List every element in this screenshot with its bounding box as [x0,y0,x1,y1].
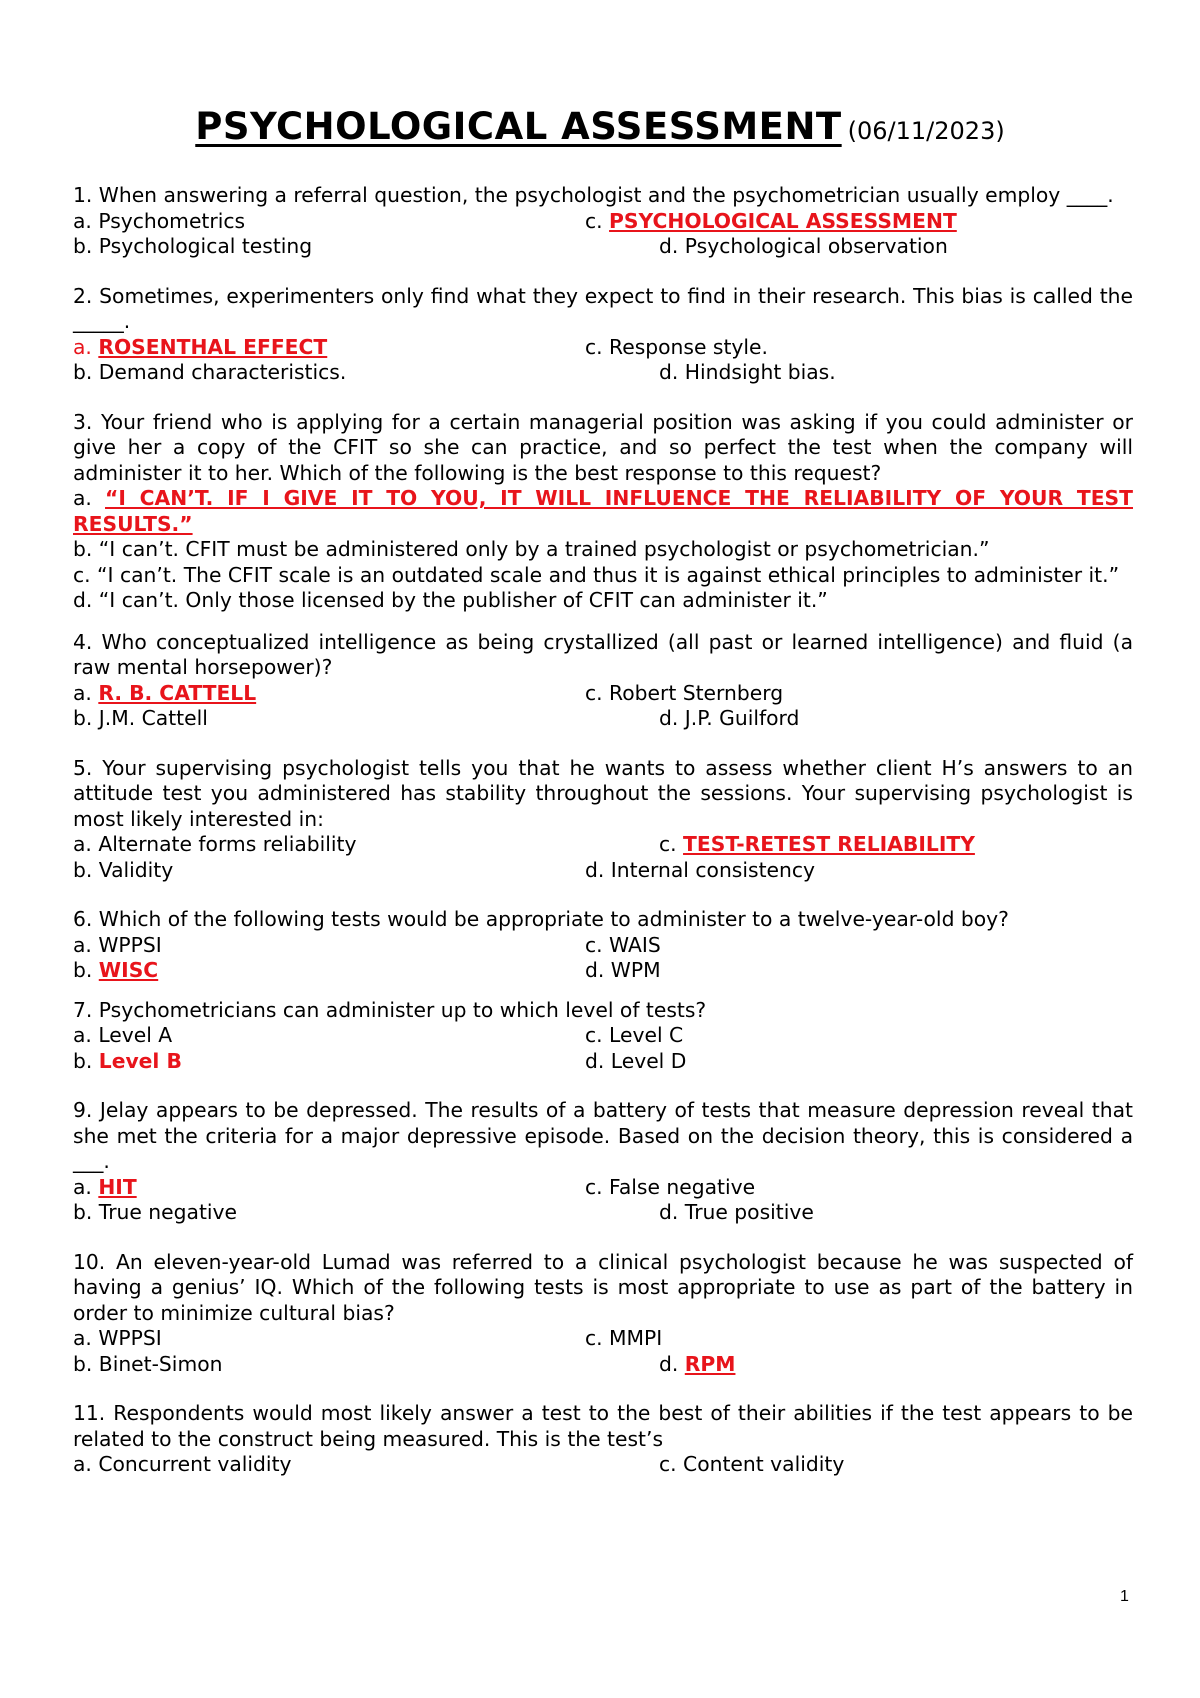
option-b: b. True negative [73,1200,238,1224]
question-text: 3. Your friend who is applying for a certain managerial position was asking if you could administer or give her a copy of the CFIT so she can practice, and so perfect the test when the company will administer it to her. Which of the following is the best response to this request? [73,409,1133,485]
options [73,1023,1133,1074]
options [73,1175,1133,1226]
option-c: c. PSYCHOLOGICAL ASSESSMENT [585,208,957,233]
option-a: a. R. B. CATTELL [73,680,257,705]
question-10 [73,1250,1133,1378]
option-a: a. Alternate forms reliability [73,832,357,856]
option-d: d. True positive [659,1200,814,1224]
option-d: d. Level D [585,1048,687,1073]
question-text: 4. Who conceptualized intelligence as being crystallized (all past or learned intelligence) and fluid (a raw mental horsepower)? [73,629,1133,679]
options [73,1452,1133,1478]
option-d: d. WPM [585,958,661,982]
option-b: b. “I can’t. CFIT must be administered only by a trained psychologist or psychometrician.” [73,537,990,561]
title-line [0,105,1200,148]
question-1 [73,183,1133,260]
option-b: b. Validity [73,857,174,882]
option-c: c. TEST-RETEST RELIABILITY [659,832,975,856]
option-c: c. Response style. [585,334,768,359]
option-d: d. Hindsight bias. [659,360,836,384]
option-d: d. Psychological observation [659,234,948,258]
question-5 [73,756,1133,884]
option-c: c. WAIS [585,932,661,957]
option-a: a. Psychometrics [73,208,246,233]
option-b: b. Binet-Simon [73,1351,223,1376]
options [73,335,1133,386]
question-list [73,183,1133,1502]
correct-answer: ROSENTHAL EFFECT [98,334,328,359]
question-text: 9. Jelay appears to be depressed. The results of a battery of tests that measure depression reveal that she met the criteria for a major depressive episode. Based on the decision theory, this is considered a ___. [73,1098,1133,1173]
option-d: d. “I can’t. Only those licensed by the publisher of CFIT can administer it.” [73,588,828,612]
options [73,1326,1133,1377]
options [73,681,1133,732]
question-text: 11. Respondents would most likely answer a test to the best of their abilities if the test appears to be related to the construct being measured. This is the test’s [73,1401,1133,1451]
correct-answer: HIT [98,1174,137,1199]
option-c: c. MMPI [585,1326,663,1350]
question-6 [73,907,1133,984]
options [73,832,1133,883]
option-c: c. Level C [585,1023,684,1047]
option-d: d. J.P. Guilford [659,706,800,730]
page-title: PSYCHOLOGICAL ASSESSMENT [195,105,842,148]
question-text: 5. Your supervising psychologist tells you that he wants to assess whether client H’s answers to an attitude test you administered has stability throughout the sessions. Your supervising psychologist is most likely interested in: [73,755,1133,831]
option-b: b. J.M. Cattell [73,706,208,730]
option-d: d. Internal consistency [585,857,816,882]
option-a: a. Concurrent validity [73,1452,292,1476]
option-a: a. ROSENTHAL EFFECT [73,334,328,359]
option-a: a. HIT [73,1174,137,1199]
question-text: 7. Psychometricians can administer up to which level of tests? [73,997,707,1022]
options [73,209,1133,260]
option-b: b. Level B [73,1048,182,1073]
correct-answer: Level B [98,1048,182,1073]
question-text: 1. When answering a referral question, the psychologist and the psychometrician usually employ ____. [73,183,1114,207]
option-a: a. Level A [73,1023,173,1047]
question-text: 10. An eleven-year-old Lumad was referred to a clinical psychologist because he was suspected of having a genius’ IQ. Which of the following tests is most appropriate to use as part of the battery in order to minimize cultural bias? [73,1249,1133,1325]
title-date: (06/11/2023) [847,117,1005,145]
correct-answer: PSYCHOLOGICAL ASSESSMENT [609,208,957,233]
question-text: 6. Which of the following tests would be appropriate to administer to a twelve-year-old boy? [73,907,1009,931]
option-c: c. “I can’t. The CFIT scale is an outdated scale and thus it is against ethical principles to administer it.” [73,562,1120,587]
option-b: b. WISC [73,958,159,982]
options [73,933,1133,984]
page-number: 1 [1120,1588,1129,1605]
correct-answer: WISC [98,958,159,982]
correct-answer: RPM [684,1351,736,1376]
correct-answer: “I CAN’T. IF I GIVE IT TO YOU, IT WILL INFLUENCE THE RELIABILITY OF YOUR TEST RESULTS.” [73,486,1133,536]
question-9 [73,1098,1133,1226]
option-c: c. Robert Sternberg [585,680,784,705]
option-a: a. WPPSI [73,932,162,957]
question-7 [73,998,1133,1075]
correct-answer: R. B. CATTELL [98,680,257,705]
option-c: c. False negative [585,1174,756,1199]
option-a: a. “I CAN’T. IF I GIVE IT TO YOU, IT WILL INFLUENCE THE RELIABILITY OF YOUR TEST RESULTS.” [73,486,1133,536]
correct-answer: TEST-RETEST RELIABILITY [683,832,975,856]
option-b: b. Demand characteristics. [73,360,347,384]
question-2 [73,284,1133,386]
option-a: a. WPPSI [73,1326,162,1350]
option-d: d. RPM [659,1351,736,1376]
question-text: 2. Sometimes, experimenters only find what they expect to find in their research. This bias is called the _____. [73,283,1133,333]
question-4 [73,630,1133,732]
option-b: b. Psychological testing [73,234,313,258]
option-c: c. Content validity [659,1452,845,1476]
question-11 [73,1401,1133,1478]
question-3 [73,410,1133,614]
